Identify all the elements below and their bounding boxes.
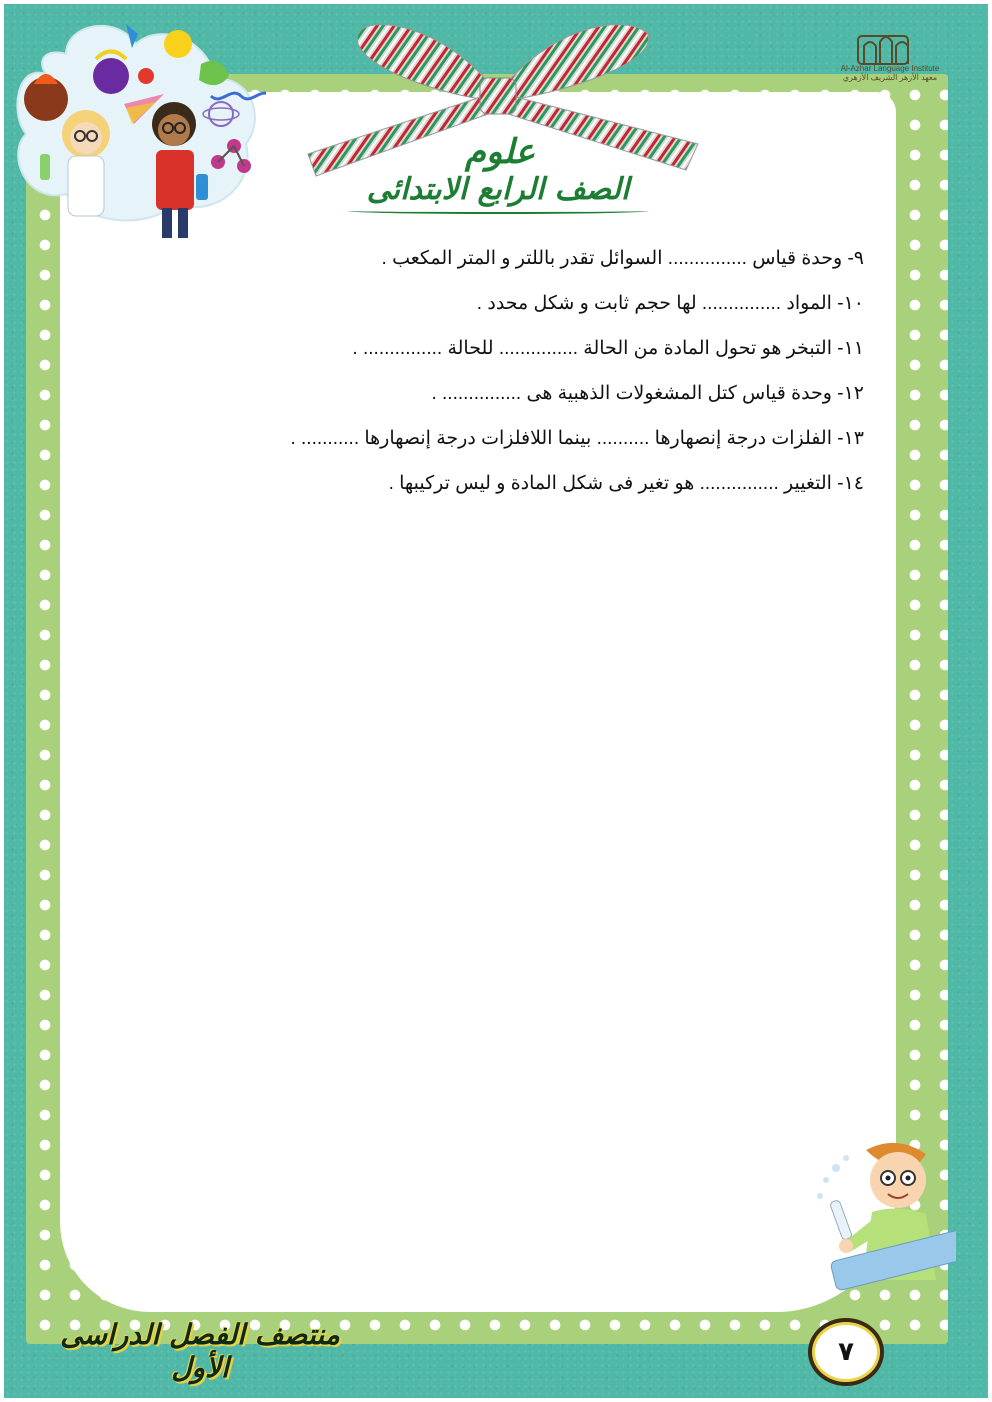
page-number-badge [808,1318,884,1386]
question-item: ٩- وحدة قياس ............... السوائل تقدر باللتر و المتر المكعب . [381,248,864,269]
grade-title: الصف الرابع الابتدائى [366,172,630,207]
page-number: ٧ [838,1337,854,1367]
logo-text-ar: معهد الأزهر الشريف الأزهري [842,73,938,82]
subject-title: علوم [464,132,536,172]
question-item: ١٠- المواد ............... لها حجم ثابت و شكل محدد . [476,293,864,314]
title-underline [348,208,648,214]
question-item: ١٢- وحدة قياس كتل المشغولات الذهبية هى ............... . [431,383,864,404]
question-item: ١٤- التغيير ............... هو تغير فى شكل المادة و ليس تركيبها . [388,473,864,494]
footer-title: منتصف الفصل الدراسى الأول [60,1318,340,1384]
question-item: ١١- التبخر هو تحول المادة من الحالة ............... للحالة ............... . [352,338,864,359]
logo-text-en: Al-Azhar Language Institute [840,64,940,73]
logo-caption [820,64,960,82]
science-clipart-icon [6,4,266,240]
question-item: ١٣- الفلزات درجة إنصهارها .......... بينما اللافلزات درجة إنصهارها ........... . [290,428,864,449]
question-list [120,246,864,516]
